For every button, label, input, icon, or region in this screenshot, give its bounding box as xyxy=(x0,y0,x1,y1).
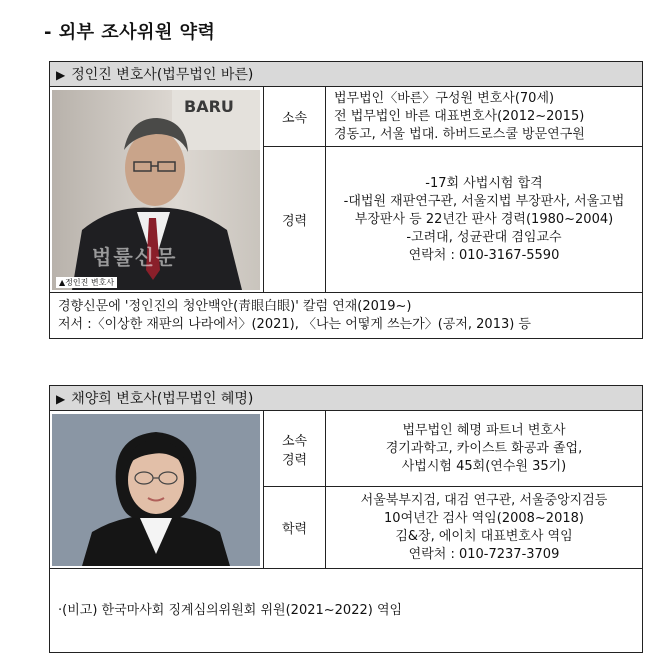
profile-photo-1 xyxy=(52,90,260,290)
photo-sign-text: BARU xyxy=(184,96,234,116)
profile-photo-cell-1 xyxy=(50,87,264,293)
triangle-icon: ▶ xyxy=(56,392,66,406)
triangle-icon: ▶ xyxy=(56,68,66,82)
info-line: -고려대, 성균관대 겸임교수 xyxy=(406,229,562,245)
profile-name-1: 정인진 변호사(법무법인 바른) xyxy=(71,67,254,83)
photo-caption: ▲정인진 변호사 xyxy=(56,277,117,288)
profile-card-1 xyxy=(49,61,643,339)
education-info-2 xyxy=(326,487,643,569)
row-label-career-1: 경력 xyxy=(264,147,326,293)
info-line: 경동고, 서울 법대. 하버드로스쿨 방문연구원 xyxy=(334,126,585,142)
footer-line: 경향신문에 '정인진의 청안백안(靑眼白眼)' 칼럼 연재(2019~) xyxy=(58,298,412,314)
profile-photo-2 xyxy=(52,414,260,566)
info-line: 법무법인 혜명 파트너 변호사 xyxy=(402,422,566,438)
label-line: 소속 xyxy=(281,433,308,449)
info-line: 전 법무법인 바른 대표변호사(2012~2015) xyxy=(334,108,585,124)
woman-portrait-image xyxy=(52,414,260,566)
info-line: -17회 사법시험 합격 xyxy=(425,175,543,191)
career-info-1 xyxy=(326,147,643,293)
row-label-affiliation-2 xyxy=(264,411,326,487)
footer-line: 저서 :〈이상한 재판의 나라에서〉(2021), 〈나는 어떻게 쓰는가〉(공저, 2013) 등 xyxy=(58,316,531,332)
info-line: 부장판사 등 22년간 판사 경력(1980~2004) xyxy=(354,211,614,227)
affiliation-info-1 xyxy=(326,87,643,147)
contact-line: 연락처 : 010-7237-3709 xyxy=(408,546,560,562)
profile-header-2 xyxy=(50,386,643,411)
info-line: 10여년간 검사 역임(2008~2018) xyxy=(384,510,584,526)
info-line: 서울북부지검, 대검 연구관, 서울중앙지검등 xyxy=(360,492,608,508)
contact-line: 연락처 : 010-3167-5590 xyxy=(408,247,560,263)
info-line: 법무법인〈바른〉구성원 변호사(70세) xyxy=(334,90,555,106)
profile-header-1 xyxy=(50,62,643,87)
section-title: - 외부 조사위원 약력 xyxy=(44,22,216,43)
photo-watermark: 법률신문 xyxy=(92,244,178,269)
profile-name-2: 채양희 변호사(법무법인 혜명) xyxy=(71,391,254,407)
footer-line: ·(비고) 한국마사회 징계심의위원회 위원(2021~2022) 역임 xyxy=(58,602,403,618)
row-label-education-2: 학력 xyxy=(264,487,326,569)
affiliation-info-2 xyxy=(326,411,643,487)
profile-footer-1 xyxy=(50,293,643,339)
info-line: 사법시험 45회(연수원 35기) xyxy=(401,458,567,474)
info-line: 경기과학고, 카이스트 화공과 졸업, xyxy=(385,440,583,456)
profile-footer-2 xyxy=(50,569,643,653)
profile-card-2 xyxy=(49,385,643,653)
label-line: 경력 xyxy=(281,452,308,468)
row-label-affiliation-1: 소속 xyxy=(264,87,326,147)
info-line: 김&장, 에이치 대표변호사 역임 xyxy=(395,528,573,544)
info-line: -대법원 재판연구관, 서울지법 부장판사, 서울고법 xyxy=(343,193,625,209)
profile-photo-cell-2 xyxy=(50,411,264,569)
